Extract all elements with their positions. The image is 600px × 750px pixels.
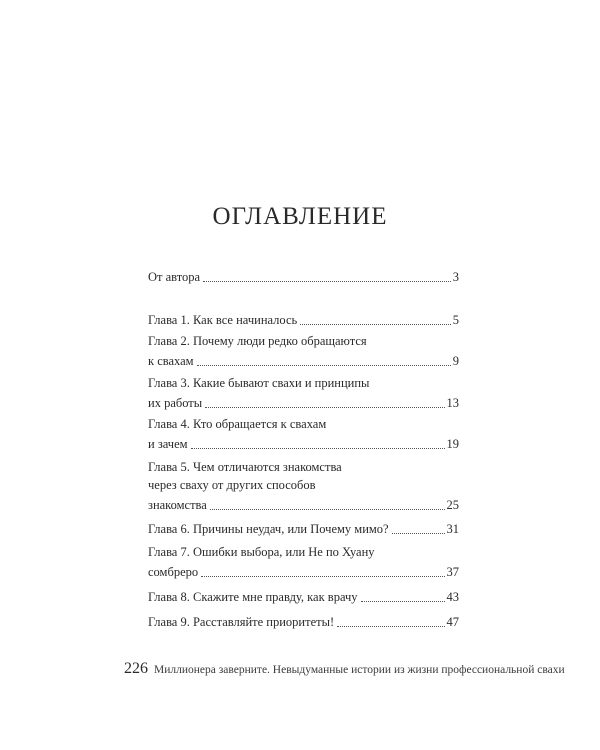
- toc-entry-label: знакомства: [148, 498, 207, 512]
- toc-entry-label: Глава 1. Как все начиналось: [148, 313, 298, 327]
- dot-leader: [337, 625, 444, 627]
- dot-leader: [191, 447, 445, 449]
- toc-entry-label: сомбреро: [148, 565, 199, 579]
- toc-entry-label: Глава 6. Причины неудач, или Почему мимо?: [148, 522, 389, 536]
- toc-entry-chapter-5[interactable]: [148, 495, 459, 513]
- page-footer: [124, 660, 584, 678]
- toc-entry-label: Глава 8. Скажите мне правду, как врачу: [148, 590, 358, 604]
- toc-entry-chapter-4[interactable]: [148, 434, 459, 452]
- toc-entry-chapter-2-line-1[interactable]: Глава 2. Почему люди редко обращаются: [148, 334, 367, 348]
- toc-entry-chapter-7-line-1[interactable]: Глава 7. Ошибки выбора, или Не по Хуану: [148, 545, 375, 559]
- toc-page-number: 47: [446, 615, 459, 629]
- dot-leader: [197, 364, 451, 366]
- toc-page-number: 9: [452, 354, 459, 368]
- toc-entry-chapter-6[interactable]: [148, 519, 459, 537]
- toc-entry-chapter-3-line-1[interactable]: Глава 3. Какие бывают свахи и принципы: [148, 376, 370, 390]
- toc-entry-chapter-3[interactable]: [148, 393, 459, 411]
- dot-leader: [201, 575, 444, 577]
- dot-leader: [205, 406, 444, 408]
- dot-leader: [300, 323, 451, 325]
- page-number: 226: [124, 660, 148, 677]
- toc-entry-chapter-5-line-2[interactable]: через сваху от других способов: [148, 478, 316, 492]
- toc-page-number: 43: [446, 590, 459, 604]
- toc-entry-label: и зачем: [148, 437, 188, 451]
- toc-entry-chapter-2[interactable]: [148, 351, 459, 369]
- toc-entry-label: их работы: [148, 396, 203, 410]
- toc-entry-chapter-7[interactable]: [148, 562, 459, 580]
- toc-page-number: 3: [452, 270, 459, 284]
- toc-entry-label: Глава 9. Расставляйте приоритеты!: [148, 615, 335, 629]
- toc-page-number: 13: [446, 396, 459, 410]
- toc-entry-label: От автора: [148, 270, 201, 284]
- toc-entry-chapter-4-line-1[interactable]: Глава 4. Кто обращается к свахам: [148, 417, 327, 431]
- toc-entry-author[interactable]: [148, 267, 459, 285]
- toc-page-number: 31: [446, 522, 459, 536]
- dot-leader: [361, 600, 445, 602]
- toc-entry-chapter-9[interactable]: [148, 612, 459, 630]
- toc-page-number: 5: [452, 313, 459, 327]
- page-title: ОГЛАВЛЕНИЕ: [212, 203, 388, 230]
- toc-entry-chapter-5-line-1[interactable]: Глава 5. Чем отличаются знакомства: [148, 460, 342, 474]
- toc-entry-chapter-8[interactable]: [148, 587, 459, 605]
- toc-entry-label: к свахам: [148, 354, 194, 368]
- toc-entry-chapter-1[interactable]: [148, 310, 459, 328]
- toc-page-number: 19: [446, 437, 459, 451]
- dot-leader: [203, 280, 451, 282]
- running-title: Миллионера заверните. Невыдуманные истории из жизни профессиональной свахи: [154, 664, 565, 676]
- toc-page-number: 25: [446, 498, 459, 512]
- toc-page-number: 37: [446, 565, 459, 579]
- dot-leader: [392, 532, 445, 534]
- dot-leader: [210, 508, 445, 510]
